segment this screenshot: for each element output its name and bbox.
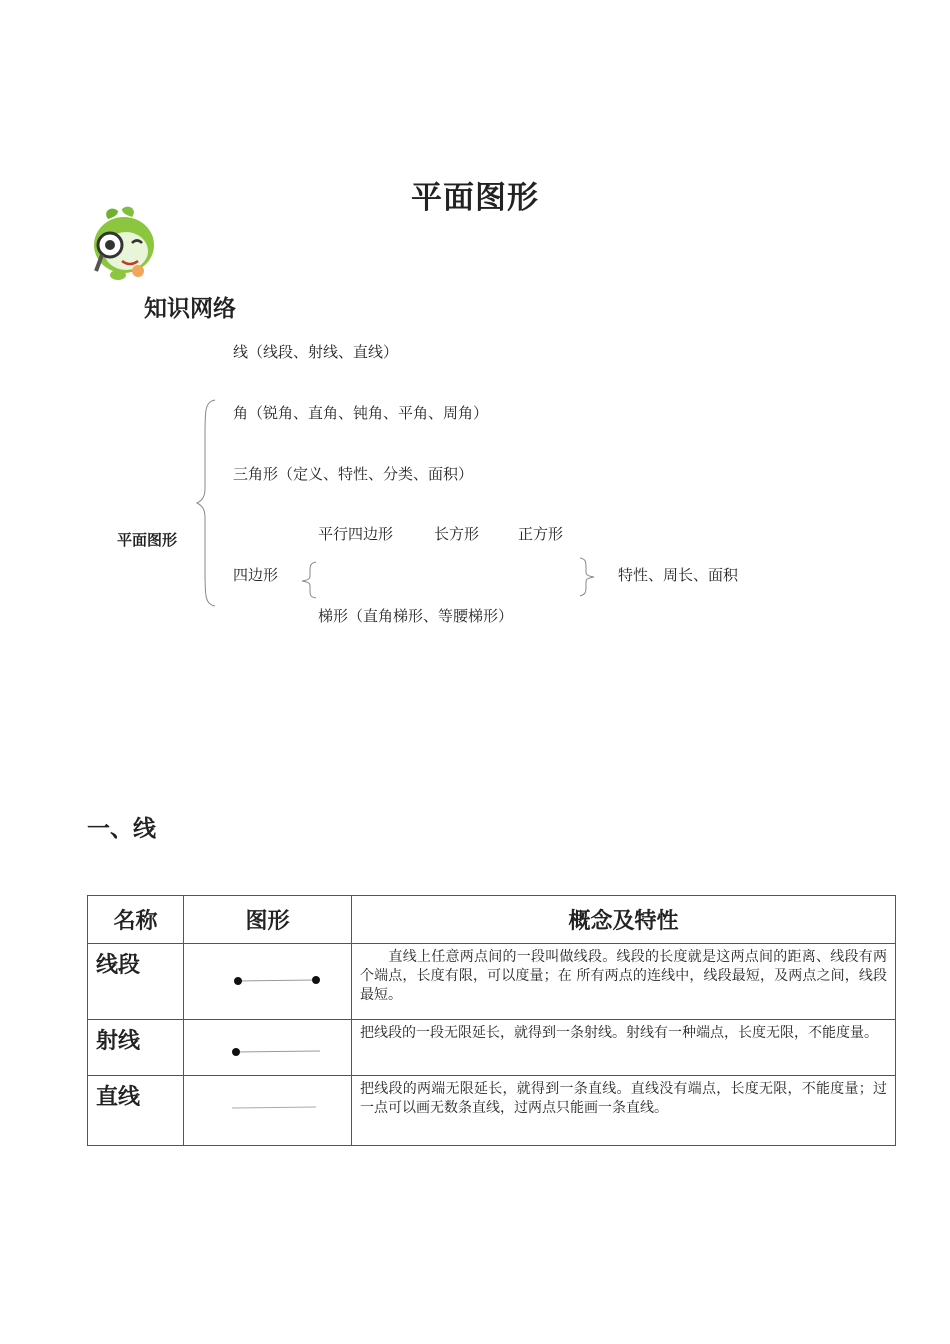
tree-node-angle: 角（锐角、直角、钝角、平角、周角）	[233, 404, 489, 422]
quad-type-rectangle: 长方形	[434, 525, 480, 543]
tree-node-quadrilateral: 四边形	[233, 566, 279, 584]
column-header-name: 名称	[88, 896, 184, 944]
row-name-segment: 线段	[88, 944, 184, 1020]
tree-node-triangle: 三角形（定义、特性、分类、面积）	[233, 465, 474, 483]
column-header-concept: 概念及特性	[352, 896, 896, 944]
page-title: 平面图形	[411, 180, 539, 216]
table-header-row	[88, 896, 896, 944]
row-description-segment: 直线上任意两点间的一段叫做线段。线段的长度就是这两点间的距离、线段有两个端点，长度有限，可以度量；在 所有两点的连线中，线段最短，及两点之间，线段最短。	[352, 944, 896, 1020]
tree-root-label: 平面图形	[117, 531, 178, 549]
segment-figure	[184, 944, 352, 1020]
row-description-line: 把线段的两端无限延长，就得到一条直线。直线没有端点，长度无限，不能度量；过一点可以画无数条直线，过两点只能画一条直线。	[352, 1076, 896, 1146]
table-row	[88, 1020, 896, 1076]
column-header-figure: 图形	[184, 896, 352, 944]
row-description-ray: 把线段的一段无限延长，就得到一条射线。射线有一种端点，长度无限，不能度量。	[352, 1020, 896, 1076]
right-brace-icon	[578, 556, 600, 598]
lines-table	[87, 895, 896, 1146]
curly-brace-icon	[195, 396, 220, 610]
quad-type-parallelogram: 平行四边形	[318, 525, 394, 543]
section-heading-knowledge-network: 知识网络	[144, 296, 236, 322]
line-figure	[184, 1076, 352, 1146]
quad-properties-label: 特性、周长、面积	[618, 566, 739, 584]
section-heading-lines: 一、线	[87, 816, 156, 842]
row-name-line: 直线	[88, 1076, 184, 1146]
magnifier-mascot-icon	[88, 205, 160, 285]
ray-figure	[184, 1020, 352, 1076]
left-brace-icon	[296, 560, 318, 600]
table-row	[88, 944, 896, 1020]
row-name-ray: 射线	[88, 1020, 184, 1076]
table-row	[88, 1076, 896, 1146]
tree-node-line: 线（线段、射线、直线）	[233, 343, 399, 361]
quad-type-square: 正方形	[518, 525, 564, 543]
tree-node-trapezoid: 梯形（直角梯形、等腰梯形）	[318, 607, 514, 625]
